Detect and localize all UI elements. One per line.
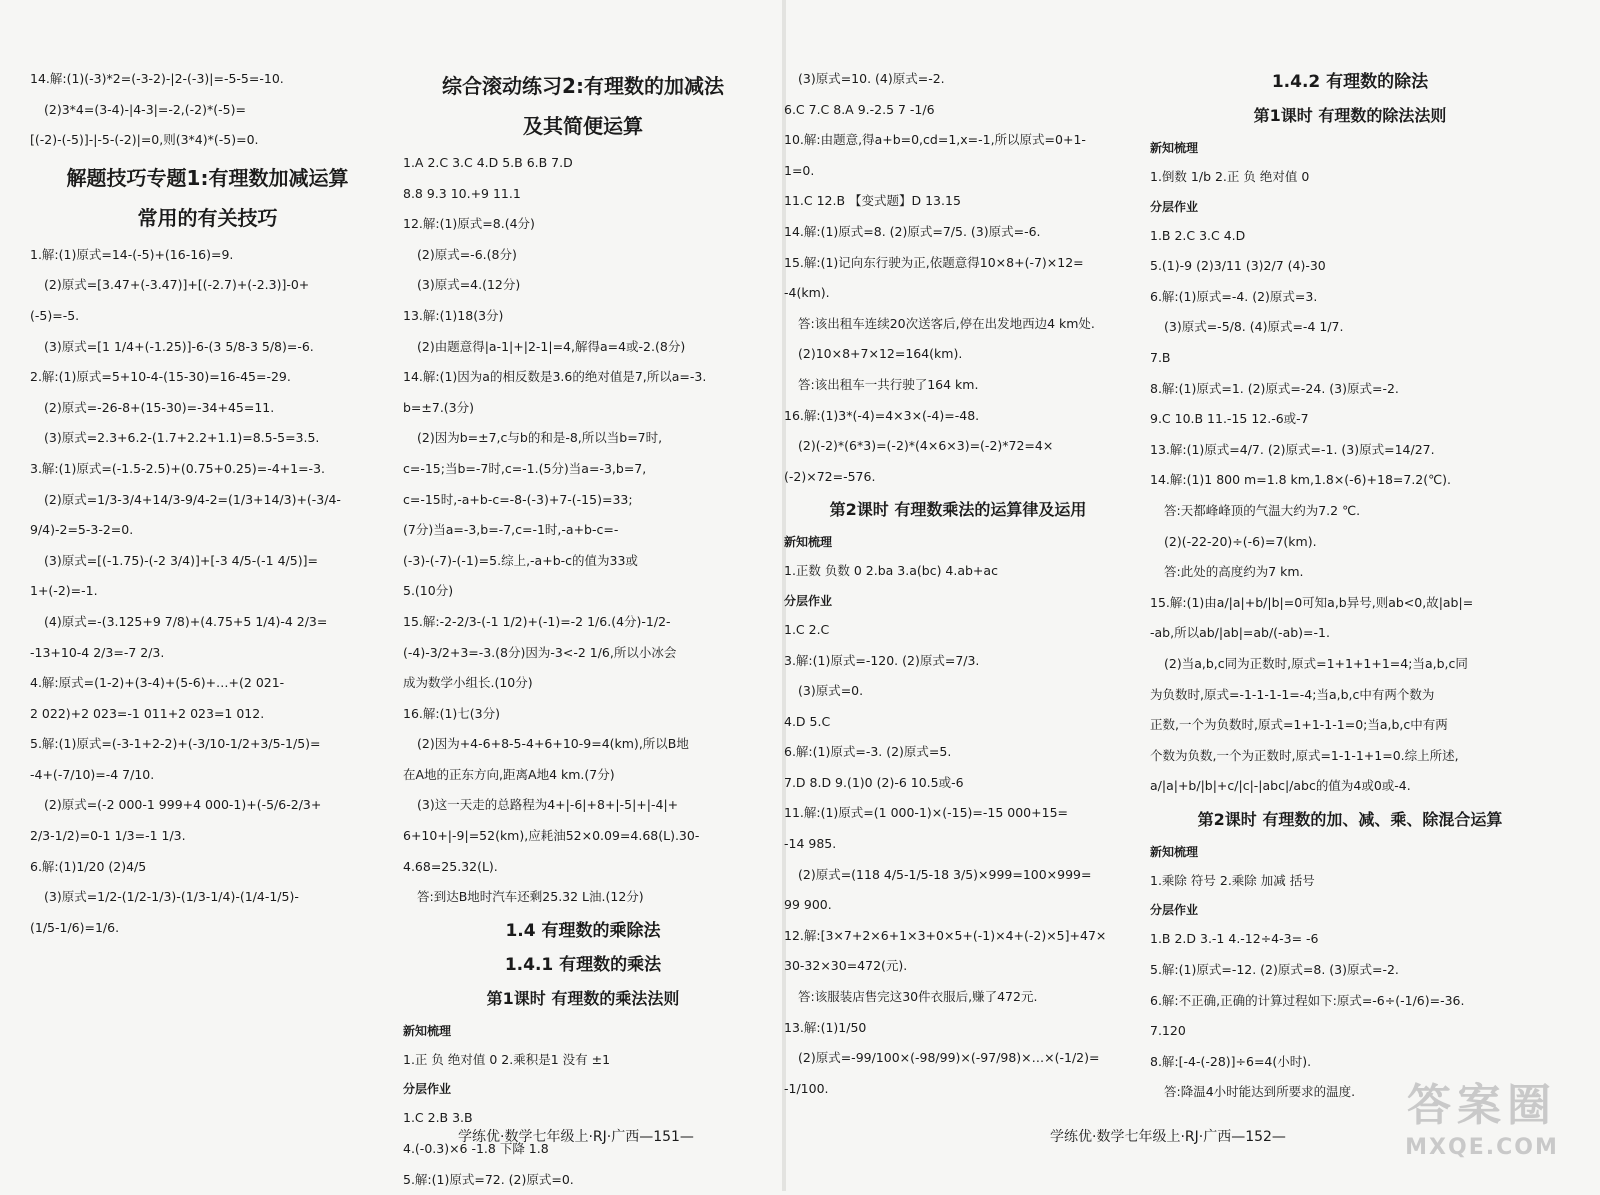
answer-line: (2)原式=-99/100×(-98/99)×(-97/98)×…×(-1/2)= <box>798 1050 1100 1066</box>
answer-column-2 <box>403 64 763 1195</box>
answer-line: a/|a|+b/|b|+c/|c|-|abc|/abc的值为4或0或-4. <box>1150 778 1411 794</box>
answer-line: 10.解:由题意,得a+b=0,cd=1,x=-1,所以原式=0+1- <box>784 132 1086 148</box>
answer-line: 1.C 2.C <box>784 621 830 637</box>
answer-line: 14.解:(1)因为a的相反数是3.6的绝对值是7,所以a=-3. <box>403 369 707 385</box>
answer-line: (2)原式=-6.(8分) <box>417 246 517 262</box>
answer-line: 7.120 <box>1150 1023 1186 1039</box>
answer-line: 1.乘除 符号 2.乘除 加减 括号 <box>1150 872 1315 888</box>
subsection-label: 分层作业 <box>403 1082 452 1097</box>
answer-line: 1.A 2.C 3.C 4.D 5.B 6.B 7.D <box>403 155 573 170</box>
answer-line: 答:该出租车一共行驶了164 km. <box>798 376 979 392</box>
answer-line: (2)原式=1/3-3/4+14/3-9/4-2=(1/3+14/3)+(-3/4- <box>44 491 341 507</box>
answer-line: 1.B 2.C 3.C 4.D <box>1150 227 1246 243</box>
answer-line: 答:到达B地时汽车还剩25.32 L油.(12分) <box>417 889 644 905</box>
answer-line: 3.解:(1)原式=(-1.5-2.5)+(0.75+0.25)=-4+1=-3. <box>30 460 325 476</box>
answer-line: 1.解:(1)原式=14-(-5)+(16-16)=9. <box>30 246 234 262</box>
answer-line: (2)当a,b,c同为正数时,原式=1+1+1+1=4;当a,b,c同 <box>1164 655 1468 671</box>
answer-line: (3)这一天走的总路程为4+|-6|+8+|-5|+|-4|+ <box>417 797 679 813</box>
answer-line: 1.C 2.B 3.B <box>403 1110 473 1126</box>
answer-line: 7.B <box>1150 349 1171 365</box>
answer-line: 99 900. <box>784 897 832 913</box>
answer-line: 6.解:(1)原式=-4. (2)原式=3. <box>1150 288 1318 304</box>
answer-line: (2)因为+4-6+8-5-4+6+10-9=4(km),所以B地 <box>417 736 689 752</box>
answer-line: 答:降温4小时能达到所要求的温度. <box>1164 1084 1356 1100</box>
answer-line: 正数,一个为负数时,原式=1+1-1-1=0;当a,b,c中有两 <box>1150 717 1448 733</box>
answer-line: 15.解:-2-2/3-(-1 1/2)+(-1)=-2 1/6.(4分)-1/2- <box>403 613 671 629</box>
lesson-title: 第2课时 有理数乘法的运算律及运用 <box>829 500 1087 520</box>
section-title: 及其简便运算 <box>523 114 643 138</box>
answer-line: 11.C 12.B 【变式题】D 13.15 <box>784 193 961 209</box>
answer-line: (-4)-3/2+3=-3.(8分)因为-3<-2 1/6,所以小冰会 <box>403 644 677 660</box>
answer-line: (3)原式=10. (4)原式=-2. <box>798 71 945 86</box>
answer-line: 2/3-1/2)=0-1 1/3=-1 1/3. <box>30 828 186 844</box>
watermark-url: MXQE.COM <box>1405 1135 1559 1160</box>
answer-line: c=-15;当b=-7时,c=-1.(5分)当a=-3,b=7, <box>403 460 647 476</box>
answer-line: (2)原式=-26-8+(15-30)=-34+45=11. <box>44 399 275 415</box>
answer-line: 2 022)+2 023=-1 011+2 023=1 012. <box>30 705 265 721</box>
answer-line: 1=0. <box>784 162 815 178</box>
subsection-label: 新知梳理 <box>403 1023 452 1038</box>
answer-line: 7.D 8.D 9.(1)0 (2)-6 10.5或-6 <box>784 774 964 790</box>
answer-line: (2)由题意得|a-1|+|2-1|=4,解得a=4或-2.(8分) <box>417 338 686 354</box>
answer-line: (2)因为b=±7,c与b的和是-8,所以当b=7时, <box>417 430 663 446</box>
answer-line: 6.解:(1)1/20 (2)4/5 <box>30 858 147 874</box>
answer-line: 3.解:(1)原式=-120. (2)原式=7/3. <box>784 652 980 668</box>
answer-line: (4)原式=-(3.125+9 7/8)+(4.75+5 1/4)-4 2/3= <box>44 613 328 629</box>
answer-line: 14.解:(1)1 800 m=1.8 km,1.8×(-6)+18=7.2(℃). <box>1150 472 1452 488</box>
lesson-title: 第2课时 有理数的加、减、乘、除混合运算 <box>1197 809 1503 829</box>
answer-line: 5.解:(1)原式=-12. (2)原式=8. (3)原式=-2. <box>1150 962 1399 978</box>
answer-line: (7分)当a=-3,b=-7,c=-1时,-a+b-c=- <box>403 522 619 538</box>
answer-line: -4(km). <box>784 285 830 301</box>
answer-line: 16.解:(1)3*(-4)=4×3×(-4)=-48. <box>784 407 980 423</box>
right-page <box>784 0 1600 1191</box>
answer-line: 1.倒数 1/b 2.正 负 绝对值 0 <box>1150 169 1310 184</box>
answer-line: 12.解:(1)原式=8.(4分) <box>403 216 535 232</box>
section-title: 综合滚动练习2:有理数的加减法 <box>442 74 724 98</box>
answer-line: 5.(10分) <box>403 583 454 599</box>
answer-line: -4+(-7/10)=-4 7/10. <box>30 766 155 782</box>
answer-line: 1.B 2.D 3.-1 4.-12÷4-3= -6 <box>1150 931 1319 947</box>
answer-line: 13.解:(1)原式=4/7. (2)原式=-1. (3)原式=14/27. <box>1150 441 1435 457</box>
answer-line: -13+10-4 2/3=-7 2/3. <box>30 644 165 660</box>
subsection-label: 新知梳理 <box>1150 141 1199 155</box>
watermark-text: 答案圈 <box>1407 1080 1557 1131</box>
subsection-label: 新知梳理 <box>784 535 833 550</box>
subsection-label: 分层作业 <box>784 593 833 608</box>
answer-line: -ab,所以ab/|ab|=ab/(-ab)=-1. <box>1150 625 1330 641</box>
subsection-label: 分层作业 <box>1150 199 1199 214</box>
answer-line: (3)原式=4.(12分) <box>417 277 521 293</box>
answer-line: 为负数时,原式=-1-1-1-1=-4;当a,b,c中有两个数为 <box>1150 686 1435 702</box>
answer-line: 6.C 7.C 8.A 9.-2.5 7 -1/6 <box>784 101 935 117</box>
answer-line: (2)(-22-20)÷(-6)=7(km). <box>1164 533 1317 549</box>
answer-line: 4.D 5.C <box>784 713 831 729</box>
answer-line: (3)原式=1/2-(1/2-1/3)-(1/3-1/4)-(1/4-1/5)- <box>44 889 299 905</box>
answer-line: (2)原式=(118 4/5-1/5-18 3/5)×999=100×999= <box>798 866 1092 882</box>
answer-line: 6.解:(1)原式=-3. (2)原式=5. <box>784 744 952 760</box>
section-title: 1.4.2 有理数的除法 <box>1271 72 1429 92</box>
page-footer-right: 学练优·数学七年级上·RJ·广西—152— <box>1050 1129 1286 1145</box>
lesson-title: 第1课时 有理数的除法法则 <box>1253 106 1447 125</box>
answer-line: 5.解:(1)原式=72. (2)原式=0. <box>403 1171 574 1187</box>
answer-line: (3)原式=[(-1.75)-(-2 3/4)]+[-3 4/5-(-1 4/5)]= <box>44 552 318 568</box>
answer-line: (2)原式=(-2 000-1 999+4 000-1)+(-5/6-2/3+ <box>44 797 322 813</box>
answer-column-3 <box>784 64 1132 1104</box>
answer-line: 12.解:[3×7+2×6+1×3+0×5+(-1)×4+(-2)×5]+47× <box>784 927 1107 943</box>
answer-line: 14.解:(1)原式=8. (2)原式=7/5. (3)原式=-6. <box>784 223 1041 239</box>
answer-line: (-2)×72=-576. <box>784 468 876 484</box>
answer-line: 答:该服装店售完这30件衣服后,赚了472元. <box>798 989 1038 1005</box>
answer-line: 8.解:[-4-(-28)]÷6=4(小时). <box>1150 1053 1312 1069</box>
answer-line: (3)原式=2.3+6.2-(1.7+2.2+1.1)=8.5-5=3.5. <box>44 430 320 446</box>
answer-line: 成为数学小组长.(10分) <box>403 675 533 691</box>
answer-line: 14.解:(1)(-3)*2=(-3-2)-|2-(-3)|=-5-5=-10. <box>30 71 284 86</box>
answer-line: 5.解:(1)原式=(-3-1+2-2)+(-3/10-1/2+3/5-1/5)= <box>30 736 321 752</box>
answer-line: 4.(-0.3)×6 -1.8 下降 1.8 <box>403 1141 549 1157</box>
answer-line: (3)原式=[1 1/4+(-1.25)]-6-(3 5/8-3 5/8)=-6. <box>44 338 314 354</box>
lesson-title: 第1课时 有理数的乘法法则 <box>486 988 680 1008</box>
answer-line: c=-15时,-a+b-c=-8-(-3)+7-(-15)=33; <box>403 491 633 507</box>
answer-line: 8.8 9.3 10.+9 11.1 <box>403 185 521 201</box>
answer-line: 1.正 负 绝对值 0 2.乘积是1 没有 ±1 <box>403 1051 611 1067</box>
answer-line: 2.解:(1)原式=5+10-4-(15-30)=16-45=-29. <box>30 369 291 385</box>
answer-line: (3)原式=0. <box>798 683 864 699</box>
answer-line: (2)3*4=(3-4)-|4-3|=-2,(-2)*(-5)= <box>44 101 246 117</box>
subsection-label: 新知梳理 <box>1150 844 1199 859</box>
answer-line: 答:此处的高度约为7 km. <box>1164 564 1304 580</box>
answer-line: (-3)-(-7)-(-1)=5.综上,-a+b-c的值为33或 <box>403 552 638 568</box>
watermark-logo <box>1392 1078 1572 1178</box>
section-title: 1.4 有理数的乘除法 <box>505 920 661 941</box>
answer-line: 16.解:(1)七(3分) <box>403 705 501 721</box>
answer-line: (2)(-2)*(6*3)=(-2)*(4×6×3)=(-2)*72=4× <box>798 438 1054 454</box>
answer-line: (3)原式=-5/8. (4)原式=-4 1/7. <box>1164 319 1344 335</box>
answer-line: 1+(-2)=-1. <box>30 583 98 599</box>
answer-line: 答:该出租车连续20次送客后,停在出发地西边4 km处. <box>798 315 1095 331</box>
answer-line: 8.解:(1)原式=1. (2)原式=-24. (3)原式=-2. <box>1150 380 1399 396</box>
answer-line: 30-32×30=472(元). <box>784 958 908 974</box>
subsection-label: 分层作业 <box>1150 903 1199 918</box>
section-title: 1.4.1 有理数的乘法 <box>504 954 662 975</box>
answer-line: 6+10+|-9|=52(km),应耗油52×0.09=4.68(L).30- <box>403 828 700 844</box>
answer-line: [(-2)-(-5)]-|-5-(-2)|=0,则(3*4)*(-5)=0. <box>30 132 259 148</box>
answer-line: 个数为负数,一个为正数时,原式=1-1-1+1=0.综上所述, <box>1150 747 1459 763</box>
answer-line: 9.C 10.B 11.-15 12.-6或-7 <box>1150 411 1309 427</box>
answer-line: (-5)=-5. <box>30 307 80 323</box>
answer-line: 15.解:(1)记向东行驶为正,依题意得10×8+(-7)×12= <box>784 254 1084 270</box>
answer-line: 答:天都峰峰顶的气温大约为7.2 ℃. <box>1164 502 1361 518</box>
answer-line: 1.正数 负数 0 2.ba 3.a(bc) 4.ab+ac <box>784 563 998 579</box>
answer-line: 4.解:原式=(1-2)+(3-4)+(5-6)+…+(2 021- <box>30 675 285 691</box>
answer-line: 5.(1)-9 (2)3/11 (3)2/7 (4)-30 <box>1150 258 1326 274</box>
answer-line: b=±7.(3分) <box>403 399 475 415</box>
section-title: 解题技巧专题1:有理数加减运算 <box>66 165 349 190</box>
answer-line: 4.68=25.32(L). <box>403 858 498 874</box>
page-footer-left: 学练优·数学七年级上·RJ·广西—151— <box>458 1129 694 1145</box>
answer-column-4 <box>1150 64 1550 1108</box>
answer-line: (2)10×8+7×12=164(km). <box>798 346 963 362</box>
answer-line: 15.解:(1)由a/|a|+b/|b|=0可知a,b异号,则ab<0,故|ab|= <box>1150 594 1474 610</box>
answer-line: 6.解:不正确,正确的计算过程如下:原式=-6÷(-1/6)=-36. <box>1150 992 1465 1008</box>
answer-line: 11.解:(1)原式=(1 000-1)×(-15)=-15 000+15= <box>784 805 1068 821</box>
answer-line: (1/5-1/6)=1/6. <box>30 919 120 935</box>
answer-line: -14 985. <box>784 836 837 852</box>
answer-line: 9/4)-2=5-3-2=0. <box>30 522 134 538</box>
answer-column-1 <box>30 64 385 943</box>
answer-line: 13.解:(1)18(3分) <box>403 307 504 323</box>
answer-line: -1/100. <box>784 1080 829 1096</box>
answer-line: (2)原式=[3.47+(-3.47)]+[(-2.7)+(-2.3)]-0+ <box>44 277 310 293</box>
answer-line: 在A地的正东方向,距离A地4 km.(7分) <box>403 766 615 782</box>
left-page <box>0 0 784 1191</box>
section-title: 常用的有关技巧 <box>137 205 278 230</box>
answer-line: 13.解:(1)1/50 <box>784 1019 867 1035</box>
